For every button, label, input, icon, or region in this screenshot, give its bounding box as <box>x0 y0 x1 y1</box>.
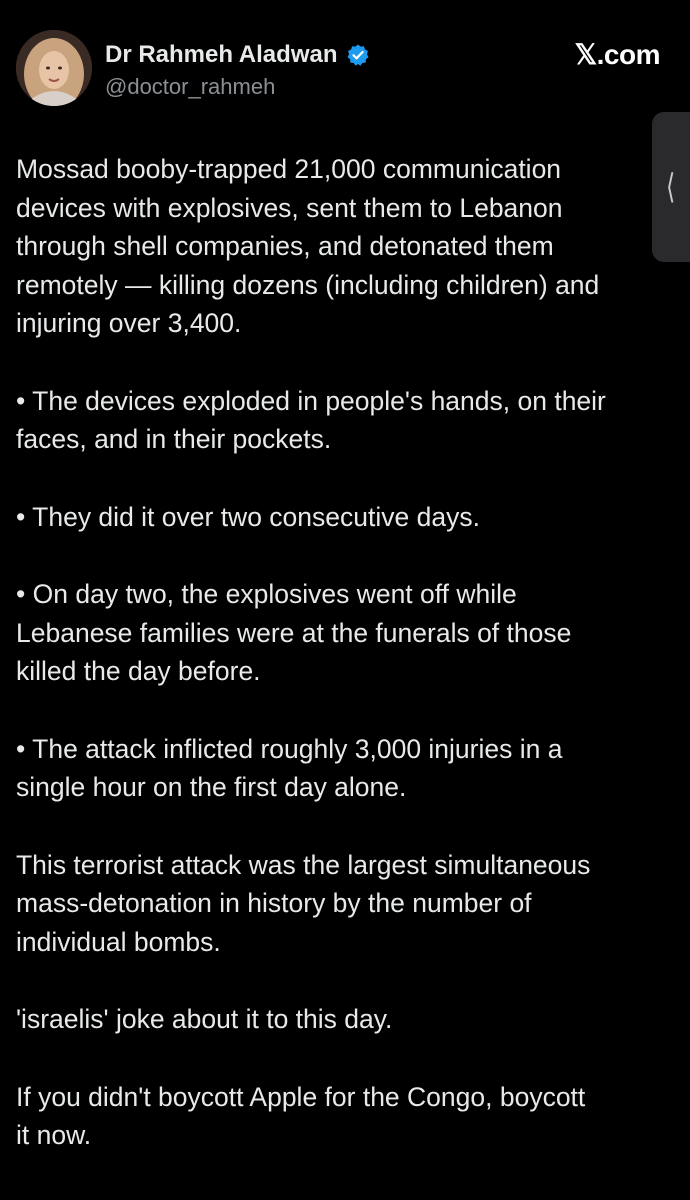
tweet-paragraph <box>16 730 666 807</box>
tweet-line: injuring over 3,400. <box>16 308 242 338</box>
tweet-line: If you didn't boycott Apple for the Congo, boycott <box>16 1081 586 1112</box>
tweet-line: it now. <box>16 1120 92 1150</box>
avatar[interactable] <box>16 30 92 106</box>
author-name-row <box>105 38 370 72</box>
tweet-line: single hour on the first day alone. <box>16 772 407 802</box>
tweet-paragraph <box>16 382 666 459</box>
verified-badge-icon <box>346 43 370 67</box>
tweet-paragraph <box>16 846 666 962</box>
tweet-line: • The devices exploded in people's hands, on their <box>16 385 606 416</box>
tweet-header <box>0 0 690 120</box>
chevron-left-icon: ⟨ <box>666 168 676 206</box>
tweet-paragraph <box>16 575 666 691</box>
tweet-line: Lebanese families were at the funerals of those <box>16 617 572 648</box>
tweet-line: through shell companies, and detonated them <box>16 231 554 261</box>
tweet-line: 'israelis' joke about it to this day. <box>16 1004 393 1034</box>
author-handle[interactable]: @doctor_rahmeh <box>105 74 276 99</box>
avatar-image <box>16 30 92 106</box>
tweet-line: faces, and in their pockets. <box>16 424 332 454</box>
tweet-line: killed the day before. <box>16 656 261 686</box>
tweet-paragraph <box>16 150 666 343</box>
tweet-paragraph <box>16 1078 666 1155</box>
tweet-line: Mossad booby-trapped 21,000 communication <box>16 154 562 184</box>
tweet-line: remotely — killing dozens (including children) and <box>16 269 600 300</box>
author-name[interactable]: Dr Rahmeh Aladwan <box>105 41 338 68</box>
tweet-line: mass-detonation in history by the number of <box>16 888 532 918</box>
site-label: 𝕏.com <box>574 39 660 70</box>
tweet-line: individual bombs. <box>16 926 221 957</box>
tweet-text <box>16 150 666 1194</box>
tweet-paragraph <box>16 498 666 537</box>
tweet-line: devices with explosives, sent them to Lebanon <box>16 192 563 223</box>
tweet-line: • The attack inflicted roughly 3,000 injuries in a <box>16 733 563 764</box>
tweet-paragraph <box>16 1000 666 1039</box>
tweet-line: This terrorist attack was the largest simultaneous <box>16 849 591 880</box>
tweet-line: • They did it over two consecutive days. <box>16 501 480 532</box>
tweet-line: • On day two, the explosives went off while <box>16 579 517 609</box>
